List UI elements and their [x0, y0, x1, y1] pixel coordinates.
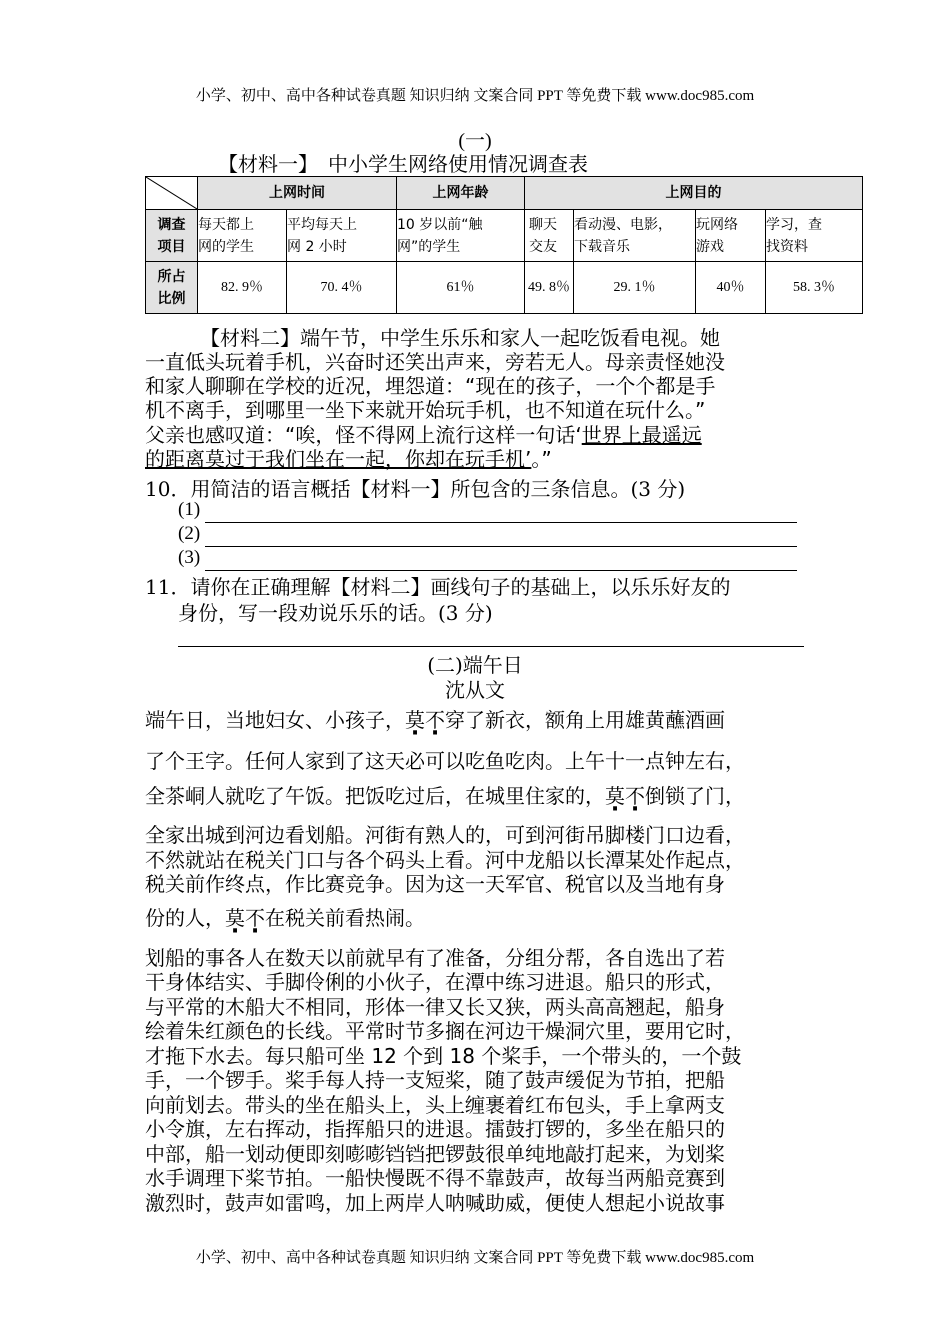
material2-line: 的距离莫过于我们坐在一起，你却在玩手机’。” [145, 447, 552, 471]
underlined-sentence: 的距离莫过于我们坐在一起，你却在玩手机’ [145, 447, 532, 471]
item-cell: 平均每天上 网 2 小时 [287, 210, 397, 262]
item-cell: 玩网络 游戏 [696, 210, 766, 262]
paragraph2-line: 手，一个锣手。桨手每人持一支短桨，随了鼓声缓促为节拍，把船 [145, 1068, 725, 1092]
paragraph1-line: 了个王字。任何人家到了这天必可以吃鱼吃肉。上午十一点钟左右， [145, 749, 745, 773]
page-footer: 小学、初中、高中各种试卷真题 知识归纳 文案合同 PPT 等免费下载 www.doc985.com [195, 1250, 755, 1266]
page-header: 小学、初中、高中各种试卷真题 知识归纳 文案合同 PPT 等免费下载 www.doc985.com [195, 88, 755, 104]
answer-blank-11[interactable] [178, 646, 804, 647]
paragraph2-line: 才拖下水去。每只船可坐 12 个到 18 个桨手，一个带头的，一个鼓 [145, 1044, 742, 1068]
paragraph1-line: 全茶峒人就吃了午饭。把饭吃过后，在城里住家的，莫不倒锁了门， [145, 784, 745, 808]
emphasis-char: 不 [245, 906, 265, 930]
item-cell: 学习，查 找资料 [766, 210, 863, 262]
answer-blank-2[interactable] [205, 546, 797, 547]
table-corner-cell [146, 177, 198, 210]
underlined-sentence: 世界上最遥远 [581, 423, 702, 447]
answer-blank-1[interactable] [205, 522, 797, 523]
group-header-time: 上网时间 [198, 177, 397, 210]
material2-line: 父亲也感叹道：“唉，怪不得网上流行这样一句话‘世界上最遥远 [145, 423, 702, 447]
paragraph2-line: 向前划去。带头的坐在船头上，头上缠裹着红布包头，手上拿两支 [145, 1093, 725, 1117]
item-cell: 聊天 交友 [525, 210, 574, 262]
paragraph2-line: 小令旗，左右挥动，指挥船只的进退。擂鼓打锣的，多坐在船只的 [145, 1117, 725, 1141]
ratio-cell: 49. 8％ [525, 262, 574, 314]
paragraph2-line: 水手调理下桨节拍。一船快慢既不得不靠鼓声，故每当两船竞赛到 [145, 1166, 725, 1190]
ratio-cell: 82. 9％ [198, 262, 287, 314]
paragraph1-line: 份的人，莫不在税关前看热闹。 [145, 906, 425, 930]
question-10: 10．用简洁的语言概括【材料一】所包含的三条信息。(3 分) [145, 477, 686, 501]
paragraph2-line: 划船的事各人在数天以前就早有了准备，分组分帮，各自选出了若 [145, 946, 725, 970]
ratio-cell: 40％ [696, 262, 766, 314]
emphasis-char: 莫 [225, 906, 245, 930]
emphasis-char: 莫 [605, 784, 625, 808]
section2-author: 沈从文 [445, 678, 505, 702]
material2-line: 【材料二】端午节，中学生乐乐和家人一起吃饭看电视。她 [200, 326, 720, 350]
paragraph2-line: 激烈时，鼓声如雷鸣，加上两岸人呐喊助威，便使人想起小说故事 [145, 1191, 725, 1215]
item-cell: 10 岁以前“触 网”的学生 [397, 210, 525, 262]
group-header-age: 上网年龄 [397, 177, 525, 210]
survey-table [145, 176, 863, 314]
row-header-items: 调查 项目 [146, 210, 198, 262]
group-header-purpose: 上网目的 [525, 177, 863, 210]
emphasis-char: 不 [625, 784, 645, 808]
answer-label-2: (2) [178, 523, 201, 544]
section2-title: (二)端午日 [427, 653, 523, 677]
ratio-cell: 61％ [397, 262, 525, 314]
paragraph2-line: 中部，船一划动便即刻嘭嘭铛铛把锣鼓很单纯地敲打起来，为划桨 [145, 1142, 725, 1166]
paragraph2-line: 与平常的木船大不相同，形体一律又长又狭，两头高高翘起，船身 [145, 995, 725, 1019]
item-cell: 每天都上 网的学生 [198, 210, 287, 262]
material2-line: 一直低头玩着手机，兴奋时还笑出声来，旁若无人。母亲责怪她没 [145, 350, 725, 374]
paragraph2-line: 干身体结实、手脚伶俐的小伙子，在潭中练习进退。船只的形式， [145, 970, 725, 994]
row-header-ratio: 所占 比例 [146, 262, 198, 314]
paragraph2-line: 绘着朱红颜色的长线。平常时节多搁在河边干燥洞穴里，要用它时， [145, 1019, 745, 1043]
item-cell: 看动漫、电影， 下载音乐 [574, 210, 696, 262]
material2-line: 和家人聊聊在学校的近况，埋怨道：“现在的孩子，一个个都是手 [145, 374, 716, 398]
ratio-cell: 70. 4％ [287, 262, 397, 314]
ratio-cell: 58. 3％ [766, 262, 863, 314]
paragraph1-line: 不然就站在税关门口与各个码头上看。河中龙船以长潭某处作起点， [145, 848, 745, 872]
paragraph1-line: 端午日，当地妇女、小孩子，莫不穿了新衣，额角上用雄黄蘸酒画 [145, 708, 725, 732]
material1-title: 【材料一】 中小学生网络使用情况调查表 [218, 152, 588, 176]
ratio-cell: 29. 1％ [574, 262, 696, 314]
emphasis-char: 不 [425, 708, 445, 732]
question-11-line: 11．请你在正确理解【材料二】画线句子的基础上，以乐乐好友的 [145, 575, 731, 599]
answer-label-1: (1) [178, 499, 201, 520]
material2-line: 机不离手，到哪里一坐下来就开始玩手机，也不知道在玩什么。” [145, 398, 706, 422]
answer-label-3: (3) [178, 547, 201, 568]
paragraph1-line: 全家出城到河边看划船。河街有熟人的，可到河街吊脚楼门口边看， [145, 823, 745, 847]
emphasis-char: 莫 [405, 708, 425, 732]
question-11-line: 身份，写一段劝说乐乐的话。(3 分) [178, 601, 493, 625]
paragraph1-line: 税关前作终点，作比赛竞争。因为这一天军官、税官以及当地有身 [145, 872, 725, 896]
section-title: (一) [458, 130, 492, 152]
